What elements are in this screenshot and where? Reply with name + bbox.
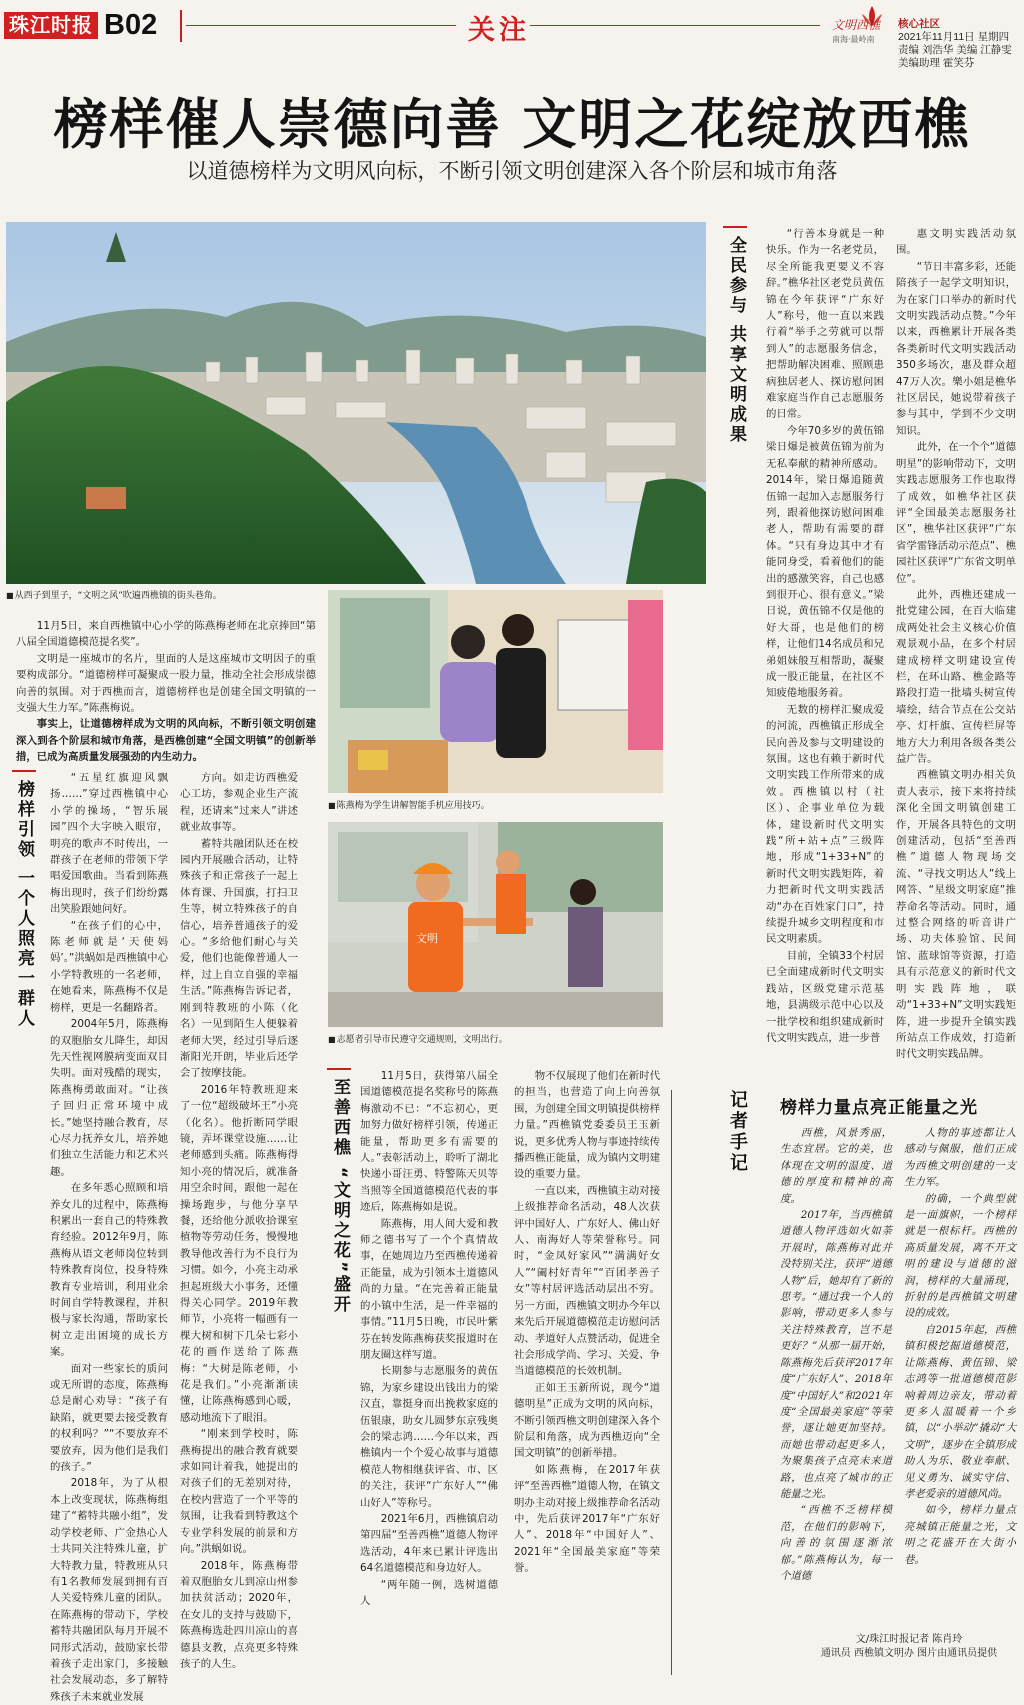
body-paragraph: 一直以来，西樵镇主动对接上级推荐命名活动，48人次获评中国好人、广东好人、佛山好人、南海好人等荣誉称号。同时，“金凤好家风”“满满好女人”“阖村好青年”“百团孝善子女”等村居评选活动层出不穷。另一方面，西樵镇文明办今年以来先后开展道德模范走访慰问活动、孝道好人点赞活动，促进全社会形成学尚、学习、关爱、争当道德模范的长效机制。 bbox=[514, 1184, 660, 1378]
body-paragraph: 2021年6月，西樵镇启动第四届“至善西樵”道德人物评选活动，4年来已累计评选出64名道德模范和身边好人。 bbox=[360, 1512, 498, 1575]
section-heading-3: 全民参与 共享文明成果 bbox=[726, 236, 746, 445]
volunteer-photo bbox=[328, 822, 663, 1027]
page-number: B02 bbox=[104, 9, 158, 41]
body-paragraph: “节日丰富多彩，还能陪孩子一起学文明知识，为在家门口举办的新时代文明实践活动点赞。”今年以来，西樵累计开展各类各类新时代文明实践活动350多场次，惠及群众超47万人次。樂小姐是樵华社区居民，她说带着孩子参与其中，学到不少文明知识。 bbox=[896, 260, 1016, 437]
body-paragraph: 2017年，当西樵镇道德人物评选如火如荼开展时，陈燕梅对此并没特别关注，获评“道德人物”后，她却有了新的思考。“通过我一个人的影响，带动更多人参与关注特殊教育，岂不是更好？”从那一届开始，陈燕梅先后获评2017年度“广东好人”、2018年度“中国好人”和2021年度“全国最美家庭”等荣誉，逐让她更加坚持。而她也带动起更多人，为聚集孩子点亮未来道路，也点亮了城市的正能量之光。 bbox=[780, 1209, 892, 1500]
assistant-credit: 美编助理 霍笑芬 bbox=[898, 57, 975, 69]
brand-wordmark: 文明西樵 bbox=[832, 18, 881, 32]
body-paragraph: 的确，一个典型就是一面旗帜，一个榜样就是一根标杆。西樵的高质量发展，离不开文明的建设与道德的滋润，榜样的大量涌现，折射的是西樵镇文明建设的成效。 bbox=[904, 1192, 1016, 1320]
body-paragraph: “五星红旗迎风飘扬……”穿过西樵镇中心小学的操场，“智乐展园”四个大字映入眼帘，明亮的歌声不时传出，一群孩子在老师的带领下学唱爱国歌曲。当看到陈燕梅出现时，孩子们纷纷露出笑脸跟她问好。 bbox=[50, 772, 168, 916]
byline bbox=[800, 1633, 1018, 1661]
body-paragraph: 如今，榜样力量点亮城镇正能量之光，文明之花盛开在大街小巷。 bbox=[904, 1504, 1016, 1566]
header-rule-left bbox=[186, 25, 456, 26]
author-credit: 文/珠江时报记者 陈肖玲 bbox=[855, 1634, 963, 1645]
section-title: 关注 bbox=[468, 15, 530, 46]
aerial-photo-caption: ■ 从西子到里子，“文明之风”吹遍西樵镇的街头巷角。 bbox=[6, 588, 222, 601]
subheadline: 以道德榜样为文明风向标，不断引领文明创建深入各个阶层和城市角落 bbox=[186, 159, 838, 183]
body-paragraph: 西樵镇文明办相关负责人表示，接下来将持续深化全国文明镇创建工作，开展各具特色的文明创建活动，包括“至善西樵”道德人物现场交流、“寻找文明达人”线上网答、“星级文明家庭”推荐命名等活动。同时，通过整合网络的听音讲广场、功夫体验馆、民间馆、蓝球馆等资源，打造具有示范意义的新时代文明实践阵地，联动“1+33+N”文明实践矩阵，进一步提升全镇实践所站点工作成效，打造新时代文明实践品牌。 bbox=[896, 769, 1016, 1061]
body-paragraph: “行善本身就是一种快乐。作为一名老党员，尽全所能我更要义不容辞。”樵华社区老党员黄伍锦在今年获评“广东好人”称号，他一直以来践行着“举手之劳就可以帮到人”的志愿服务信念，把帮助解决困难、照顾患病独居老人、探访慰问困难家庭当作自己志愿服务的日常。 bbox=[766, 228, 884, 421]
lead-paragraph: 11月5日，来自西樵镇中心小学的陈燕梅老师在北京捧回“第八届全国道德模范提名奖”。 bbox=[16, 620, 316, 649]
section-3-column-2 bbox=[896, 226, 1016, 1080]
correspondent-credit: 通讯员 西樵镇文明办 图片由通讯员提供 bbox=[820, 1648, 998, 1659]
body-paragraph: 2004年5月，陈燕梅的双胞胎女儿降生，却因先天性视网膜病变面双目失明。面对残酷的现实，陈燕梅勇敢面对。“让孩子回归正常环境中成长。”她坚持融合教育，尽心尽力抚养女儿，培养她们独立生活能力和艺术兴趣。 bbox=[50, 1018, 168, 1178]
aerial-town-photo bbox=[6, 222, 706, 584]
body-paragraph: “在孩子们的心中，陈老师就是‘天使妈妈’。”洪蜗如是西樵镇中心小学特教班的一名老师，在她看来，陈燕梅不仅是榜样，更是一名翻路者。 bbox=[50, 919, 168, 1014]
body-paragraph: 在多年悉心照顾和培养女儿的过程中，陈燕梅积累出一套自己的特殊教育经验。2012年9月，陈燕梅从语文老师岗位转到特殊教育岗位，投身特殊教育专业培训，利用业余时间自学特教课程，并积极与家长沟通，帮助家长树立走出困境的成长方案。 bbox=[50, 1182, 168, 1359]
editor-credit: 责编 刘浩华 美编 江静雯 bbox=[898, 44, 1012, 56]
body-paragraph: 11月5日，获得第八届全国道德模范提名奖称号的陈燕梅激动不已：“不忘初心，更加努力做好榜样引领，传递正能量，帮助更多有需要的人。”表彰活动上，聆听了湖北快递小哥汪勇、特警陈天贝等当照等全国道德模范代表的事迹后，陈燕梅如是说。 bbox=[360, 1070, 498, 1214]
header-divider bbox=[180, 10, 182, 42]
teacher-photo-caption: ■ 陈燕梅为学生讲解智能手机应用技巧。 bbox=[328, 798, 490, 811]
brand-slogan: 南海·最岭南 bbox=[832, 35, 875, 44]
body-paragraph: 此外，在一个个“道德明星”的影响带动下，文明实践志愿服务工作也取得了成效，如樵华社区获评“全国最美志愿服务社区”，樵华社区获评“广东省学雷锋活动示范点”、樵园社区获评“广东省文明单位”。 bbox=[896, 441, 1016, 585]
body-paragraph: 长期参与志愿服务的黄伍锦，为家乡建设出钱出力的梁汉直，靠挺身而出挽救家庭的伍银康，助女儿圆梦东京残奥会的梁志鸿……今年以来，西樵镇内一个个爱心故事与道德模范人物相继获评省、市、区的关注，获评“广东好人”“佛山好人”等称号。 bbox=[360, 1365, 498, 1509]
body-paragraph: 2018年，为了从根本上改变现状，陈燕梅组建了“蓄特共融小组”，发动学校老师、广金热心人士共同关注特殊儿童，扩大特教力量，特教班从只有1名教师发展到拥有百人关爱特殊儿童的团队。在陈燕梅的带动下，学校蓄特共融团队每月开展不同形式活动，鼓励家长带着孩子走出家门，多接触社会发展动态，多了解特殊孩子未来就业发展 bbox=[50, 1477, 168, 1703]
reporter-note-column-2 bbox=[904, 1125, 1016, 1630]
body-paragraph: 2016年特教班迎来了一位“超级破坏王”小亮（化名）。他折断同学眼镜，弄坏课堂设施……让老师感到头痛。陈燕梅得知小亮的情况后，就准备用空余时间，跟他一起在操场跑步，与他分享早餐，还给他分派收拾课室植物等劳动任务，慢慢地教导他改善行为不良行为习惯。如今，小亮主动承担起班级大小事务，还懂得关心同学。2019年教师节，小亮将一幅画有一棵大树和树下几朵七彩小花的画作送给了陈燕梅：“大树是陈老师，小花是我们。”小亮渐渐读懂，让陈燕梅感到心暖，感动地流下了眼泪。 bbox=[180, 1083, 298, 1424]
section-rule bbox=[12, 770, 36, 772]
body-paragraph: 正如王玉新所说，现今“道德明星”正成为文明的风向标，不断引领西樵文明创建深入各个阶层和角落，成为西樵迈向“全国文明镇”的创新举措。 bbox=[514, 1381, 660, 1460]
body-paragraph: 目前，全镇33个村居已全面建成新时代文明实践站，区级党建示范基地，县满级示范中心以及一批学校和组织建成新时代文明实践点，进一步普 bbox=[766, 949, 884, 1044]
body-paragraph: 面对一些家长的质问或无所谓的态度，陈燕梅总是耐心劝导：“孩子有缺陷，就更要去接受教育的权利吗？”“不要放弃不要放弃，因为他们是我们的孩子。” bbox=[50, 1362, 168, 1474]
body-paragraph: 此外，西樵还建成一批党建公园，在百大临建成两处社会主义核心价值观景观小品，在多个村居建成榜样文明建设宣传栏，在环山路、樵金路等路段打造一批墙头树宣传墙绘，结合节点在公交站亭、灯杆旗、宣传栏屏等地方大力利用各级各类公益广告。 bbox=[896, 588, 1016, 765]
body-paragraph: 蓄特共融团队还在校园内开展融合活动，让特殊孩子和正常孩子一起上体育课、升国旗，打扫卫生等，树立特殊孩子的自信心，培养普通孩子的爱心。“多给他们耐心与关爱，他们也能像普通人一样，过上自立自强的幸福生活。”陈燕梅告诉记者，刚到特教班的小陈（化名）一见到陌生人便躲着老师大哭，经过引导后逐渐阳光开朗，毕业后还学会了按摩技能。 bbox=[180, 837, 298, 1080]
page-header bbox=[0, 0, 1024, 69]
section-rule bbox=[327, 1068, 351, 1070]
body-paragraph: 今年70多岁的黄伍锦梁日爆是被黄伍锦为前为无私奉献的精神所感动。2014年，梁日爆追随黄伍锦一起加入志愿服务行列，跟着他探访慰问困难老人，帮助有需要的群体。“只有身边其中才有能同身受，看着他们的能出的感激笑容，自己也感到很开心、很有意义。”梁日说，黄伍锦不仅是他的好大哥，也是他们的榜样，让他们14名成员和兄弟姐妹般互相帮助，凝聚成一股正能量，在社区不知疲倦地服务着。 bbox=[766, 424, 884, 700]
reporter-note-heading: 记者手记 bbox=[727, 1090, 748, 1174]
lead-paragraph: 文明是一座城市的名片，里面的人是这座城市文明因子的重要构成部分。“道德榜样可凝聚成一股力量，推动全社会形成崇德向善的氛围。对于西樵而言，道德榜样也是创建全国文明镇的一支强大生力军。”陈燕梅说。 bbox=[16, 652, 316, 715]
body-paragraph: 西樵，风景秀丽，生态宜居。它的美，也体现在文明的温度、道德的厚度和精神的高度。 bbox=[780, 1127, 892, 1205]
reporter-note-column-1 bbox=[780, 1125, 892, 1630]
body-paragraph: “刚来到学校时，陈燕梅提出的融合教育就要求如同计着我，她提出的对孩子们的无差别对待，在校内营造了一个平等的氛围，让我看到特教这个专业学科发展的前景和方向。”洪蜗如说。 bbox=[180, 1428, 298, 1556]
section-2-column-2 bbox=[514, 1068, 660, 1675]
column-divider bbox=[671, 1090, 672, 1675]
body-paragraph: 物不仅展现了他们在新时代的担当，也营造了向上向善氛围，为创建全国文明镇提供榜样力量。”西樵镇党委委员王玉新说，更多优秀人物与事迹持续传播西樵正能量，成为镇内文明建设的重要力量。 bbox=[514, 1070, 660, 1181]
section-heading-2: 至善西樵 “文明之花”盛开 bbox=[330, 1078, 350, 1316]
paper-logo: 珠江时报 bbox=[4, 12, 98, 39]
issue-date: 2021年11月11日 星期四 bbox=[898, 31, 1010, 43]
headline: 榜样催人崇德向善 文明之花绽放西樵 bbox=[53, 93, 971, 156]
body-paragraph: 方向。如走访西樵爱心工坊，参观企业生产流程，还请来“过来人”讲述就业故事等。 bbox=[180, 772, 298, 834]
section-1-column-2 bbox=[180, 770, 298, 1675]
body-paragraph: 自2015年起，西樵镇积极挖掘道德模范，让陈燕梅、黄伍锦、梁志鸿等一批道德模范影响着周边亲友，带动着更多人温暖着一个乡镇，以“小举动”撬动“大文明”，逐步在全镇形成助人为乐、敬业奉献、见义勇为、诚实守信、孝老爱亲的道德风尚。 bbox=[904, 1323, 1016, 1500]
body-paragraph: “两年随一例，选树道德人 bbox=[360, 1578, 498, 1607]
section-3-column-1 bbox=[766, 226, 884, 1080]
section-2-column-1 bbox=[360, 1068, 498, 1675]
body-paragraph: 人物的事迹都让人感动与佩服，他们正成为西樵文明创建的一支生力军。 bbox=[904, 1127, 1016, 1189]
vest-lettering: 文明 bbox=[416, 932, 438, 945]
column-tag: 核心社区 bbox=[898, 18, 940, 30]
body-paragraph: “西樵不乏榜样模范，在他们的影响下，向善的氛围逐渐浓郁。”陈燕梅认为，每一个道德 bbox=[780, 1504, 892, 1582]
volunteer-photo-caption: ■ 志愿者引导市民遵守交通规则，文明出行。 bbox=[328, 1032, 508, 1045]
section-rule bbox=[723, 226, 747, 228]
section-heading-1: 榜样引领 一个人照亮一群人 bbox=[14, 780, 34, 1029]
body-paragraph: 陈燕梅，用人间大爱和教师之德书写了一个个真情故事，在她周边乃至西樵传递着正能量，成为引领本土道德风尚的力量。“在完善着正能量的小镇中生活，是一件幸福的事情。”11月5日晚，市民叶紫芬在转发陈燕梅获奖报道时在朋友圈这样写道。 bbox=[360, 1217, 498, 1361]
reporter-note-title: 榜样力量点亮正能量之光 bbox=[780, 1098, 978, 1118]
dateline bbox=[898, 18, 1012, 70]
body-paragraph: 惠文明实践活动氛围。 bbox=[896, 228, 1016, 257]
teacher-photo bbox=[328, 590, 663, 793]
body-paragraph: 无数的榜样汇聚成爱的河流，西樵镇正形成全民向善及参与文明建设的氛围。这也有赖于新时代文明实践工作所带来的成效。西樵镇以村（社区）、企事业单位为载体，建设新时代文明实践“所+站+点”三级阵地，形成“1+33+N”的新时代文明实践矩阵，着力把新时代文明实践活动“办在百姓家门口”，持续提升城乡文明程度和市民文明素质。 bbox=[766, 703, 884, 946]
header-rule-right bbox=[530, 25, 820, 26]
body-paragraph: 如陈燕梅，在2017年获评“至善西樵”道德人物，在镇文明办主动对接上级推荐命名活动中，先后获评2017年“广东好人”、2018年“中国好人”、2021年“全国最美家庭”等荣誉。 bbox=[514, 1463, 660, 1575]
lead-paragraph: 事实上，让道德榜样成为文明的风向标，不断引领文明创建深入到各个阶层和城市角落，是西樵创建“全国文明镇”的创新举措，已成为高质量发展强劲的内生动力。 bbox=[16, 718, 316, 764]
lead-text bbox=[16, 618, 316, 768]
body-paragraph: 2018年，陈燕梅带着双胞胎女儿到凉山州参加扶贫活动；2020年，在女儿的支持与鼓励下，陈燕梅选赴四川凉山的喜德县支教，点亮更多特殊孩子的人生。 bbox=[180, 1559, 298, 1670]
section-1-column-1 bbox=[50, 770, 168, 1703]
